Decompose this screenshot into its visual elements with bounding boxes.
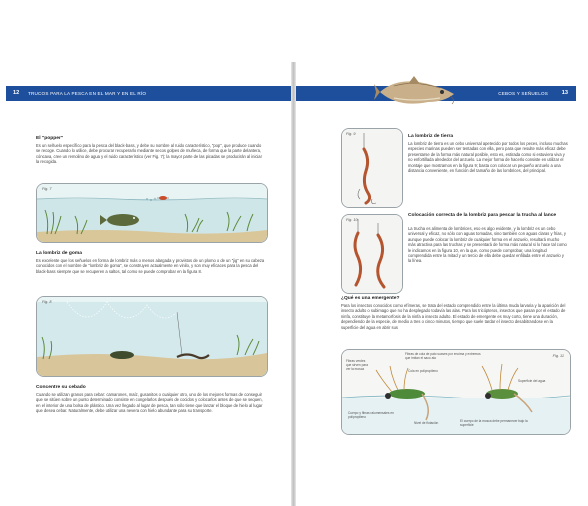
popper-title: El "popper" — [36, 136, 64, 141]
left-page — [0, 0, 292, 506]
figure-11 — [341, 349, 571, 435]
right-page-number: 13 — [561, 90, 568, 96]
fig10-label: Fig. 10 — [346, 218, 358, 222]
fig11-caption: Fibras de cola de pato suaves por encima y extremos que imitan el saco ala — [405, 352, 481, 360]
cebado-title: Concentre su cebado — [36, 385, 86, 390]
goma-title: La lombriz de goma — [36, 251, 82, 256]
fig11-caption: Fibras verdes que sirven para ver la mosca — [346, 359, 368, 371]
fish-icon — [374, 72, 458, 112]
cebado-text: Cuando se utilizan granos para cebar: camarones, maíz, gusanitos o cualquier otro, uno de los mejores formas de conseguir que se sitúen sobre un punto determinado consiste en congelarlos después de cocidos y colocarlos antes de que se sequen, en el interior de una bolsa de plástico. Una vez llegado al lugar de pesca, tan sólo tiene que lanzar el bloque de hielo al lugar que desea cebar. Naturalmente, debe utilizar una nevera con hielo abundante para su transporte. — [36, 392, 263, 414]
fig11-caption: Cuerpo y fibras ralumensales en polipropileno — [348, 411, 394, 419]
left-header-bar — [6, 86, 292, 101]
worm-hook-illustration — [342, 129, 402, 207]
figure-10 — [341, 214, 403, 294]
colocacion-title: Colocación correcta de la lombriz para pescar la trucha al lance — [408, 213, 557, 218]
fig11-caption: Superficie del agua — [518, 379, 546, 383]
popper-text: Es un señuelo específico para la pesca del black-bass, y debe su nombre al ruido característico, "pop", que produce cuando se recoge. Cuando lo utilice, debe procurar recuperarlo mediante secos golpes de muñeca, de forma que la parte delantera, cóncava, cree un remolino de agua y el ruido característico (ver Fig. 7); la mayor parte de las picadas se producirán al iniciar la recogida. — [36, 143, 262, 165]
fig11-caption: Cola en polipropileno — [408, 369, 438, 373]
fig11-caption: El cuerpo de la mosca debe permanecer bajo la superficie — [460, 419, 528, 427]
trout-worm-illustration — [342, 215, 402, 293]
fig11-caption: Nivel de flotación — [414, 421, 439, 425]
right-page — [296, 0, 588, 506]
figure-8 — [36, 296, 268, 377]
fig11-label: Fig. 11 — [552, 354, 564, 358]
fig7-label: Fig. 7 — [42, 187, 52, 191]
emergente-title: ¿Qué es una emergente? — [341, 296, 400, 301]
left-header-title: TRUCOS PARA LA PESCA EN EL MAR Y EN EL RÍO — [28, 91, 147, 96]
rubber-worm-illustration — [37, 297, 267, 376]
left-page-number: 12 — [13, 90, 20, 96]
right-header-title: CEBOS Y SEÑUELOS — [498, 91, 548, 96]
colocacion-text: La trucha es alimenta de lombrices, eso es algo evidente, y la lombriz es un cebo universal y eficaz, no sólo con aguas tomadas, sino también con aguas claras y frías, y aunque puede colocar la lombriz de cualquier forma en el anzuelo, resultará mucho más atractiva para las truchas y se presentará de forma más natural si lo hace tal como le indicamos en la figura 10, en la que, como puede comprobar, una longitud comprendida entre la mitad y un tercio de ella debe quedar enfilada entre el anzuelo y la línea. — [408, 226, 567, 264]
emergente-text: Para los insectos conocidos como efímeras, se trata del estado comprendido entre la última muda larvaria y la aparición del insecto adulto o subimago que no ha desplegado todavía las alas. Para los tricópteros, insectos que pasan por el estado de ninfa, constituye la metamorfosis de la ninfa a insecto adulto. El estado de emergente es muy corto, tiene una duración, dependiendo de la especie, de medio a tres o cinco minutos, tiempo que suele tardar el insecto desabitrandose en la superficie del agua en abrir sus — [341, 303, 566, 330]
tierra-text: La lombriz de tierra es un cebo universal apetecido por todos los peces, incluso muchas especies marinas pueden ser tentadas con ella, pero para que resulte más eficaz debe presentarse de la forma más natural posible, esto es, estirada como si estuviera viva y no enfortillada alrededor del anzuelo. La mejor forma de hacerlo consiste en utilizar el montaje que mostramos en la figura 9; basta con colocar un pequeño anzuelo a una distancia conveniente, en función del tamaño de las lombrices, del principal. — [408, 141, 568, 174]
figure-7 — [36, 183, 268, 243]
figure-9 — [341, 128, 403, 208]
popper-illustration — [37, 184, 267, 242]
fig8-label: Fig. 8 — [42, 300, 52, 304]
fig9-label: Fig. 9 — [346, 132, 356, 136]
goma-text: Es excelente que los señuelos en forma de lombriz más o menos alargada y provistos de un plomo o de un "jig" en su cabeza conocidos con el nombre de "lombriz de goma", se construyen actualmente en vinilo, y son muy eficaces para la pesca del black-bass siempre que se recuperen a saltos, tal como se puede comprobar en la figura 8. — [36, 258, 265, 274]
tierra-title: La lombriz de tierra — [408, 134, 454, 139]
